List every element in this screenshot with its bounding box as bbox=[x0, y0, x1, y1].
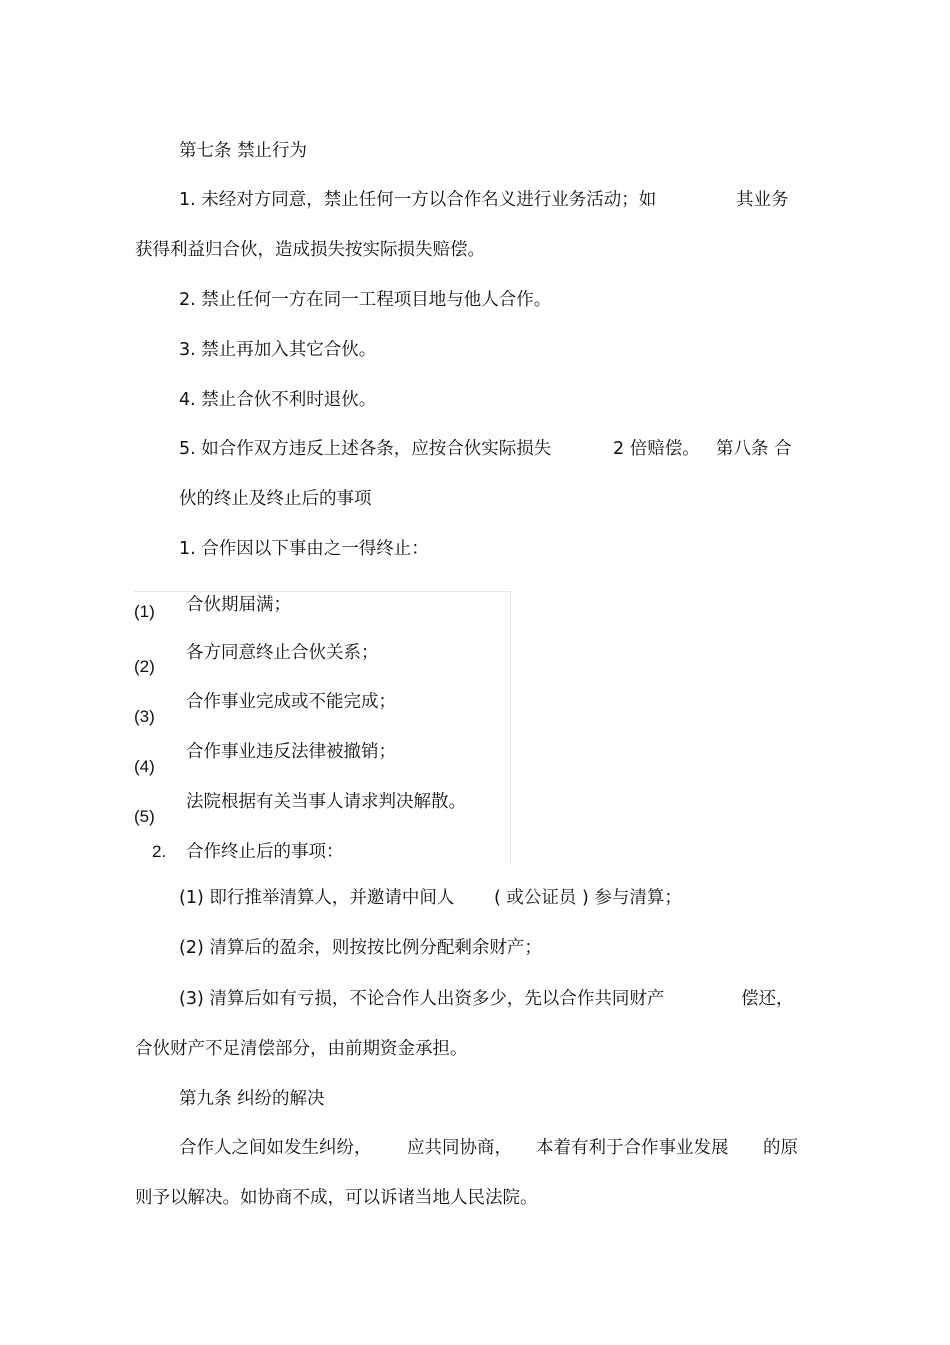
after-1-part1: (1) 即行推举清算人，并邀请中间人 bbox=[179, 888, 455, 908]
reason-2-text: 各方同意终止合伙关系； bbox=[186, 643, 379, 663]
article8-sub2-number: 2. bbox=[152, 842, 167, 861]
reason-3-number: (3) bbox=[134, 707, 155, 726]
article9-para-part3: 本着有利于合作事业发展 bbox=[536, 1138, 729, 1158]
reason-4-number: (4) bbox=[134, 757, 155, 776]
after-3-part3: 合伙财产不足清偿部分，由前期资金承担。 bbox=[135, 1039, 468, 1059]
after-3-part2: 偿还， bbox=[741, 989, 794, 1009]
reason-5-number: (5) bbox=[134, 807, 155, 826]
article7-item1-part1: 1. 未经对方同意，禁止任何一方以合作名义进行业务活动；如 bbox=[179, 190, 657, 210]
article8-title-cont: 伙的终止及终止后的事项 bbox=[179, 489, 372, 509]
reason-1-text: 合伙期届满； bbox=[186, 595, 291, 615]
article7-item3: 3. 禁止再加入其它合伙。 bbox=[179, 340, 377, 360]
article8-title-start: 第八条 合 bbox=[716, 439, 792, 459]
article8-sub1: 1. 合作因以下事由之一得终止： bbox=[179, 539, 429, 559]
article9-para-part1: 合作人之间如发生纠纷， bbox=[179, 1138, 372, 1158]
article7-title: 第七条 禁止行为 bbox=[179, 141, 308, 161]
article7-item2: 2. 禁止任何一方在同一工程项目地与他人合作。 bbox=[179, 290, 552, 310]
reason-2-number: (2) bbox=[134, 657, 155, 676]
article7-item5-part1: 5. 如合作双方违反上述各条，应按合伙实际损失 bbox=[179, 439, 552, 459]
after-2: (2) 清算后的盈余，则按按比例分配剩余财产； bbox=[179, 938, 542, 958]
article7-item1-part3: 获得利益归合伙，造成损失按实际损失赔偿。 bbox=[135, 240, 485, 260]
reason-3-text: 合作事业完成或不能完成； bbox=[186, 692, 396, 712]
reasons-table-border bbox=[134, 591, 511, 863]
article9-para-part5: 则予以解决。如协商不成，可以诉诸当地人民法院。 bbox=[135, 1188, 538, 1208]
article8-sub2-text: 合作终止后的事项： bbox=[186, 842, 344, 862]
article7-item4: 4. 禁止合伙不利时退伙。 bbox=[179, 390, 377, 410]
article9-para-part2: 应共同协商， bbox=[407, 1138, 512, 1158]
reason-4-text: 合作事业违反法律被撤销； bbox=[186, 742, 396, 762]
article7-item1-part2: 其业务 bbox=[736, 190, 789, 210]
reason-5-text: 法院根据有关当事人请求判决解散。 bbox=[186, 792, 466, 812]
article9-title: 第九条 纠纷的解决 bbox=[179, 1089, 325, 1109]
reason-1-number: (1) bbox=[134, 602, 155, 621]
after-3-part1: (3) 清算后如有亏损，不论合作人出资多少，先以合作共同财产 bbox=[179, 989, 665, 1009]
article7-item5-part2: 2 倍赔偿。 bbox=[613, 439, 700, 459]
after-1-part2: ( 或公证员 ) 参与清算； bbox=[494, 888, 682, 908]
article9-para-part4: 的原 bbox=[763, 1138, 798, 1158]
